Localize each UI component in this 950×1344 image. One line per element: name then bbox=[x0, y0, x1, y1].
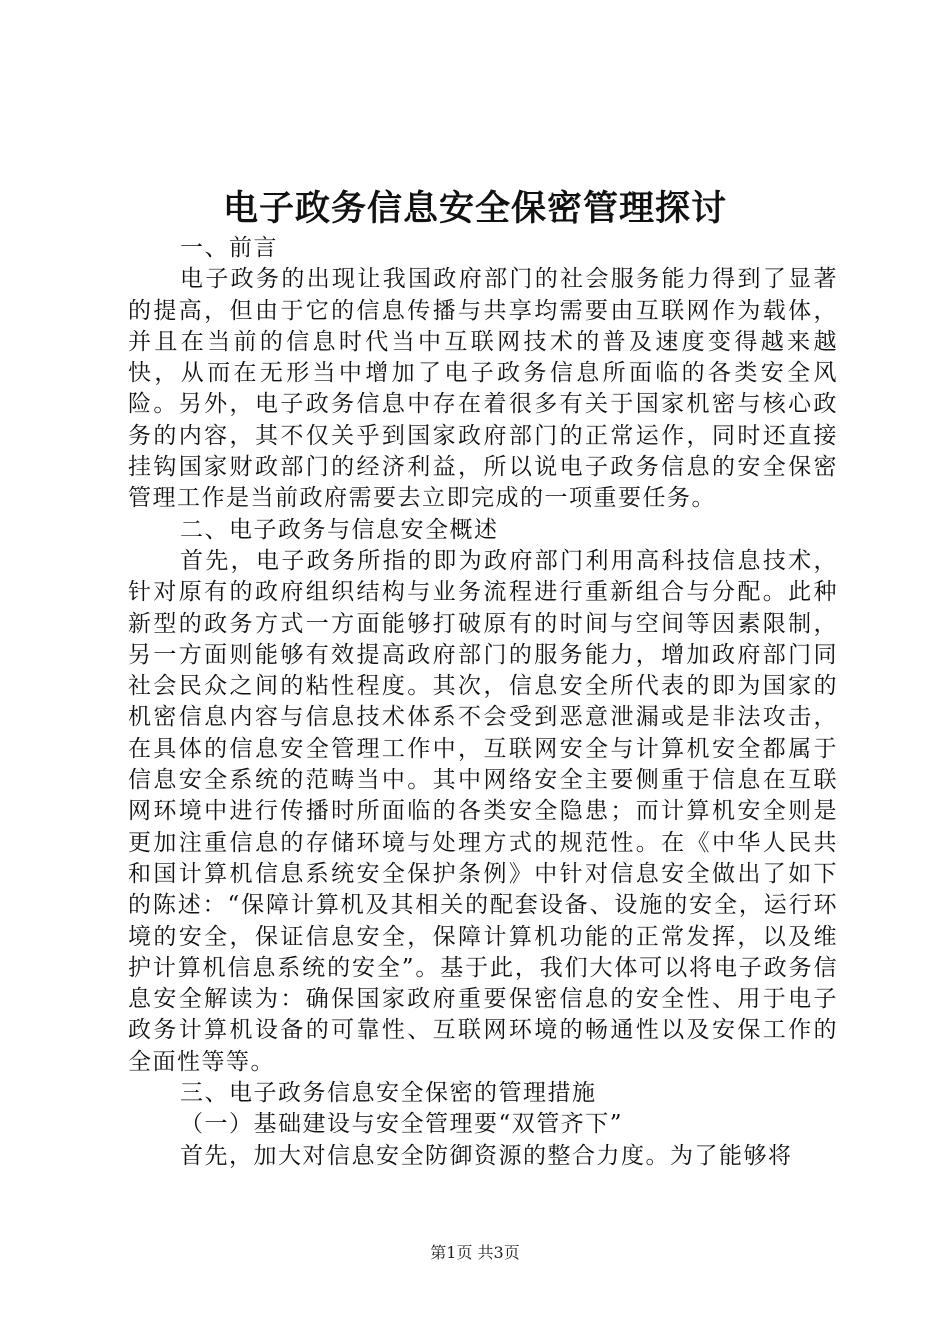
paragraph-infrastructure: 首先，加大对信息安全防御资源的整合力度。为了能够将 bbox=[180, 1142, 793, 1169]
document-body bbox=[128, 233, 838, 1172]
paragraph-overview: 首先，电子政务所指的即为政府部门利用高科技信息技术，针对原有的政府组织结构与业务流程进行重新组合与分配。此种新型的政务方式一方面能够打破原有的时间与空间等因素限制，另一方面则能够有效提高政府部门的服务能力，增加政府部门同社会民众之间的粘性程度。其次，信息安全所代表的即为国家的机密信息内容与信息技术体系不会受到恶意泄漏或是非法攻击，在具体的信息安全管理工作中，互联网安全与计算机安全都属于信息安全系统的范畴当中。其中网络安全主要侧重于信息在互联网环境中进行传播时所面临的各类安全隐患；而计算机安全则是更加注重信息的存储环境与处理方式的规范性。在《中华人民共和国计算机信息系统安全保护条例》中针对信息安全做出了如下的陈述：“保障计算机及其相关的配套设备、设施的安全，运行环境的安全，保证信息安全，保障计算机功能的正常发挥，以及维护计算机信息系统的安全”。基于此，我们大体可以将电子政务信息安全解读为：确保国家政府重要保密信息的安全性、用于电子政务计算机设备的可靠性、互联网环境的畅通性以及安保工作的全面性等等。 bbox=[128, 547, 838, 1075]
subsection-heading-infrastructure: （一）基础建设与安全管理要“双管齐下” bbox=[180, 1111, 624, 1138]
page-number-footer: 第1页 共3页 bbox=[430, 1243, 520, 1262]
section-heading-preface: 一、前言 bbox=[180, 235, 278, 261]
document-title: 电子政务信息安全保密管理探讨 bbox=[222, 188, 727, 229]
paragraph-preface: 电子政务的出现让我国政府部门的社会服务能力得到了显著的提高，但由于它的信息传播与共享均需要由互联网作为载体，并且在当前的信息时代当中互联网技术的普及速度变得越来越快，从而在无形当中增加了电子政务信息所面临的各类安全风险。另外，电子政务信息中存在着很多有关于国家机密与核心政务的内容，其不仅关乎到国家政府部门的正常运作，同时还直接挂钩国家财政部门的经济利益，所以说电子政务信息的安全保密管理工作是当前政府需要去立即完成的一项重要任务。 bbox=[128, 266, 838, 512]
section-heading-measures: 三、电子政务信息安全保密的管理措施 bbox=[180, 1080, 597, 1107]
section-heading-overview: 二、电子政务与信息安全概述 bbox=[180, 516, 499, 543]
